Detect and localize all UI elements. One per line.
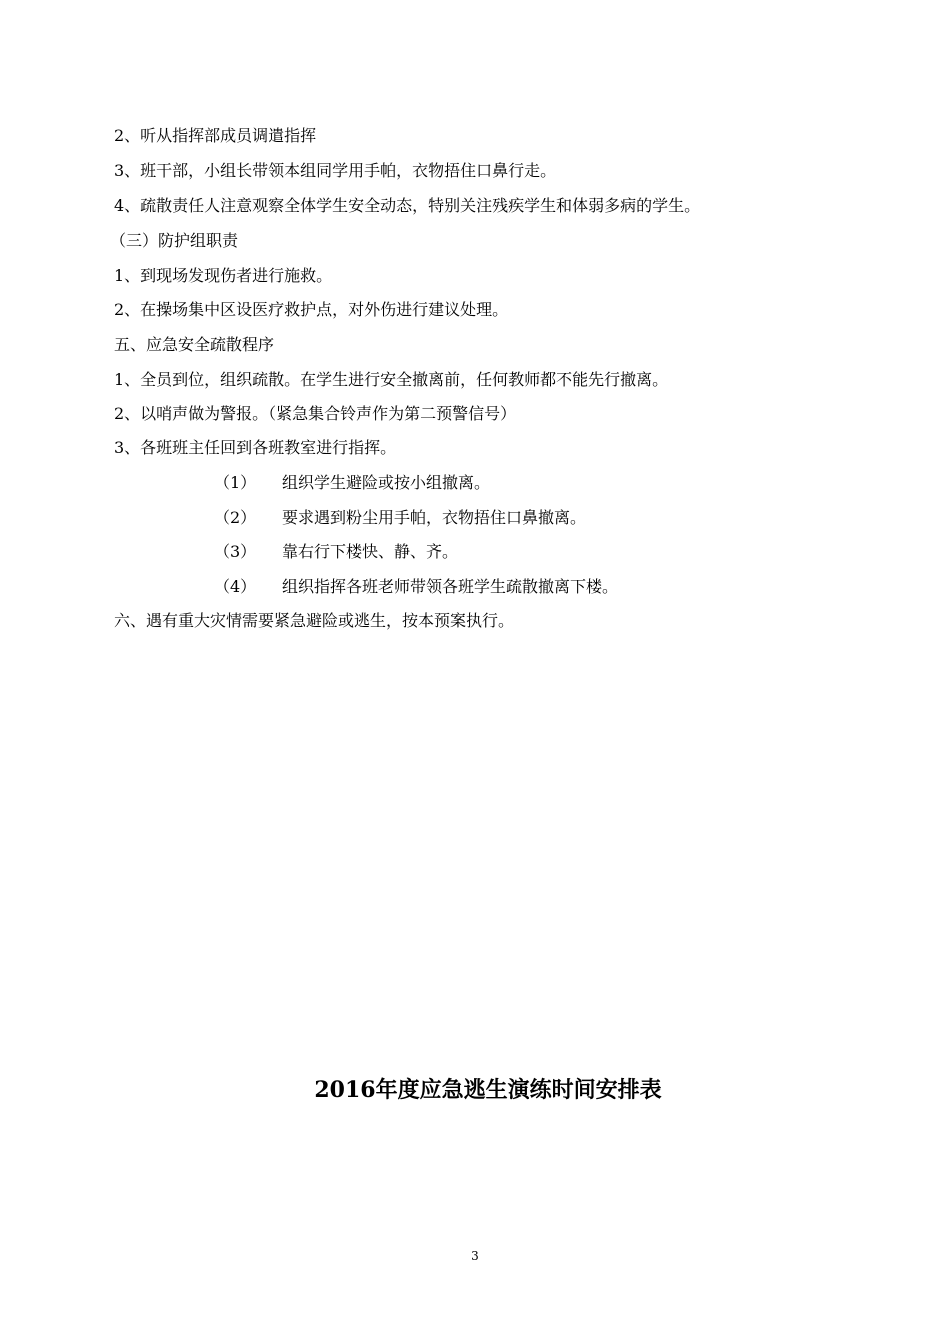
sub-item-text: 要求遇到粉尘用手帕，衣物捂住口鼻撤离。 xyxy=(282,508,587,527)
section-heading-protection: （三）防护组职责 xyxy=(110,231,239,250)
sub-item-text: 组织学生避险或按小组撤离。 xyxy=(282,473,491,492)
sub-item-number: （3） xyxy=(214,542,257,561)
sub-item-1 xyxy=(214,473,490,493)
sub-item-2 xyxy=(214,508,586,528)
text-line-8: 1、全员到位，组织疏散。在学生进行安全撤离前，任何教师都不能先行撤离。 xyxy=(114,370,669,389)
text-line-3: 4、疏散责任人注意观察全体学生安全动态，特别关注残疾学生和体弱多病的学生。 xyxy=(114,196,701,215)
sub-item-number: （2） xyxy=(214,508,257,527)
schedule-title: 2016年度应急逃生演练时间安排表 xyxy=(314,1077,662,1103)
sub-item-number: （1） xyxy=(214,473,257,492)
text-line-6: 2、在操场集中区设医疗救护点，对外伤进行建议处理。 xyxy=(114,300,509,319)
text-line-1: 2、听从指挥部成员调遣指挥 xyxy=(114,126,317,145)
text-line-9: 2、以哨声做为警报。（紧急集合铃声作为第二预警信号） xyxy=(114,404,517,423)
sub-item-3 xyxy=(214,542,458,562)
page-number: 3 xyxy=(471,1249,479,1263)
sub-item-text: 组织指挥各班老师带领各班学生疏散撤离下楼。 xyxy=(282,577,619,596)
text-line-2: 3、班干部，小组长带领本组同学用手帕，衣物捂住口鼻行走。 xyxy=(114,161,557,180)
sub-item-text: 靠右行下楼快、静、齐。 xyxy=(282,542,459,561)
text-line-10: 3、各班班主任回到各班教室进行指挥。 xyxy=(114,438,397,457)
sub-item-number: （4） xyxy=(214,577,257,596)
text-line-5: 1、到现场发现伤者进行施救。 xyxy=(114,266,333,285)
sub-item-4 xyxy=(214,577,618,597)
text-line-final: 六、遇有重大灾情需要紧急避险或逃生，按本预案执行。 xyxy=(114,611,515,630)
section-heading-evacuation: 五、应急安全疏散程序 xyxy=(114,335,275,354)
